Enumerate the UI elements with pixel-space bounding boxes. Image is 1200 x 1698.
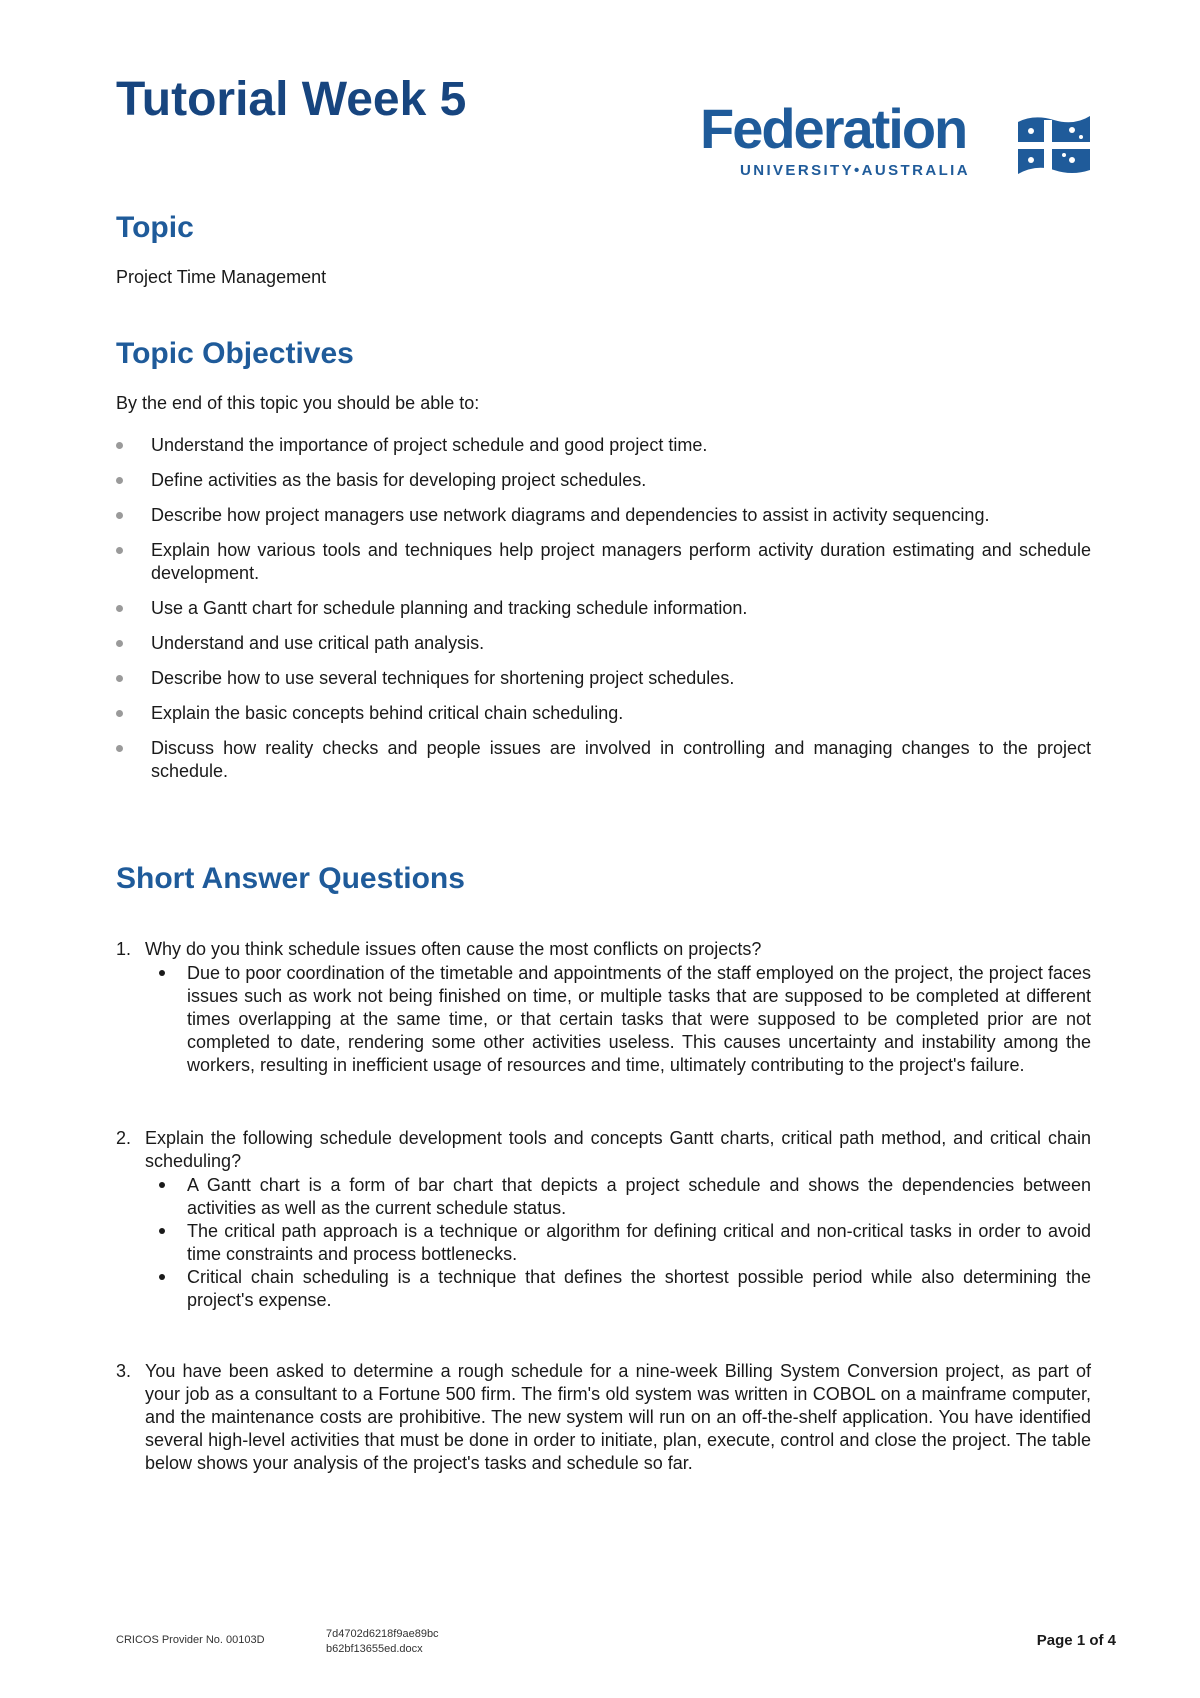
bullet-icon: [159, 1228, 165, 1234]
question-number: 3.: [116, 1361, 132, 1381]
bullet-icon: [159, 970, 165, 976]
bullet-icon: [116, 640, 123, 647]
list-item: Explain how various tools and techniques help project managers perform activity duration estimating and schedule development.: [116, 539, 1091, 585]
objectives-intro: By the end of this topic you should be able to:: [116, 393, 480, 413]
answer-item: Due to poor coordination of the timetable and appointments of the staff employed on the project, the project faces issues such as work not being finished on time, or multiple tasks that are supposed to be completed at different times overlapping at the same time, or that certain tasks that were supposed to be completed prior are not completed to date, rendering some other activities useless. This causes uncertainty and instability among the workers, resulting in inefficient usage of resources and time, ultimately contributing to the project's failure.: [116, 962, 1091, 1077]
question-text: You have been asked to determine a rough schedule for a nine-week Billing System Conversion project, as part of your job as a consultant to a Fortune 500 firm. The firm's old system was written in COBOL on a mainframe computer, and the maintenance costs are prohibitive. The new system will run on an off-the-shelf application. You have identified several high-level activities that must be done in order to initiate, plan, execute, control and close the project. The table below shows your analysis of the project's tasks and schedule so far.: [145, 1361, 1091, 1473]
list-item: Discuss how reality checks and people issues are involved in controlling and managing changes to the project schedule.: [116, 737, 1091, 783]
bullet-icon: [116, 547, 123, 554]
question-number: 1.: [116, 939, 132, 959]
question-3: [116, 1360, 1091, 1475]
answer-list: [116, 1174, 1091, 1312]
cricos-provider: CRICOS Provider No. 00103D: [116, 1634, 265, 1646]
question-text: Explain the following schedule development tools and concepts Gantt charts, critical path method, and critical chain scheduling?: [145, 1128, 1091, 1171]
objectives-list: [116, 434, 1091, 795]
list-item: Explain the basic concepts behind critical chain scheduling.: [116, 702, 1091, 725]
list-item: Use a Gantt chart for schedule planning and tracking schedule information.: [116, 597, 1091, 620]
questions-heading: Short Answer Questions: [116, 862, 465, 895]
bullet-icon: [159, 1274, 165, 1280]
question-1: [116, 938, 1091, 1077]
page-number: Page 1 of 4: [1036, 1632, 1116, 1649]
logo-subtitle: UNIVERSITY•AUSTRALIA: [740, 162, 970, 179]
topic-text: Project Time Management: [116, 267, 327, 287]
federation-logo: [700, 97, 1105, 184]
bullet-icon: [116, 745, 123, 752]
logo-wordmark: Federation: [700, 97, 967, 160]
list-item: Understand the importance of project schedule and good project time.: [116, 434, 1091, 457]
bullet-icon: [116, 512, 123, 519]
question-2: [116, 1127, 1091, 1312]
bullet-icon: [116, 442, 123, 449]
bullet-icon: [116, 477, 123, 484]
page-title: Tutorial Week 5: [116, 73, 467, 126]
bullet-icon: [116, 710, 123, 717]
flag-icon: [1014, 110, 1094, 180]
question-number: 2.: [116, 1128, 132, 1148]
answer-list: [116, 962, 1091, 1077]
objectives-heading: Topic Objectives: [116, 337, 354, 370]
bullet-icon: [159, 1182, 165, 1188]
list-item: Describe how project managers use network diagrams and dependencies to assist in activity sequencing.: [116, 504, 1091, 527]
file-name: 7d4702d6218f9ae89bc b62bf13655ed.docx: [326, 1628, 439, 1655]
answer-item: Critical chain scheduling is a technique that defines the shortest possible period while also determining the project's expense.: [116, 1266, 1091, 1312]
answer-item: A Gantt chart is a form of bar chart that depicts a project schedule and shows the dependencies between activities as well as the current schedule status.: [116, 1174, 1091, 1220]
list-item: Describe how to use several techniques for shortening project schedules.: [116, 667, 1091, 690]
answer-item: The critical path approach is a technique or algorithm for defining critical and non-critical tasks in order to avoid time constraints and process bottlenecks.: [116, 1220, 1091, 1266]
list-item: Understand and use critical path analysis.: [116, 632, 1091, 655]
list-item: Define activities as the basis for developing project schedules.: [116, 469, 1091, 492]
topic-heading: Topic: [116, 211, 194, 244]
bullet-icon: [116, 675, 123, 682]
bullet-icon: [116, 605, 123, 612]
question-text: Why do you think schedule issues often cause the most conflicts on projects?: [145, 939, 762, 959]
